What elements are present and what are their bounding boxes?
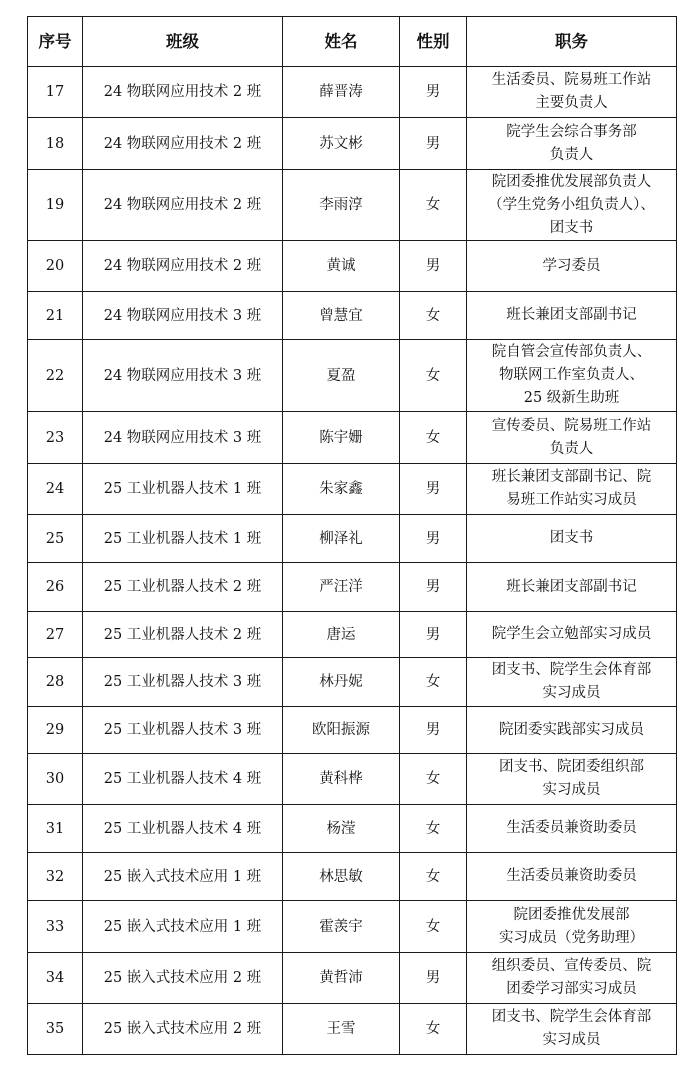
cell-gender: 女 (400, 292, 467, 340)
roster-body (28, 67, 677, 1055)
cell-class: 25 工业机器人技术 4 班 (83, 805, 283, 853)
cell-duty: 团支书、院团委组织部 实习成员 (467, 754, 677, 805)
cell-name: 曾慧宜 (283, 292, 400, 340)
cell-name: 黄科桦 (283, 754, 400, 805)
cell-class: 25 嵌入式技术应用 1 班 (83, 901, 283, 953)
cell-class: 25 工业机器人技术 2 班 (83, 563, 283, 612)
cell-class: 24 物联网应用技术 2 班 (83, 170, 283, 241)
cell-name: 林思敏 (283, 853, 400, 901)
cell-class: 25 工业机器人技术 4 班 (83, 754, 283, 805)
cell-name: 黄诚 (283, 241, 400, 292)
cell-name: 李雨淳 (283, 170, 400, 241)
cell-class: 25 嵌入式技术应用 1 班 (83, 853, 283, 901)
table-row (28, 805, 677, 853)
cell-no: 19 (28, 170, 83, 241)
cell-class: 24 物联网应用技术 3 班 (83, 412, 283, 464)
cell-gender: 女 (400, 754, 467, 805)
cell-class: 25 工业机器人技术 1 班 (83, 515, 283, 563)
cell-class: 25 工业机器人技术 3 班 (83, 658, 283, 707)
table-row (28, 241, 677, 292)
cell-no: 18 (28, 118, 83, 170)
cell-class: 24 物联网应用技术 2 班 (83, 118, 283, 170)
cell-duty: 宣传委员、院易班工作站 负责人 (467, 412, 677, 464)
cell-no: 32 (28, 853, 83, 901)
cell-gender: 男 (400, 612, 467, 658)
cell-gender: 女 (400, 853, 467, 901)
table-row (28, 118, 677, 170)
cell-no: 34 (28, 953, 83, 1004)
cell-duty: 院团委推优发展部负责人 （学生党务小组负责人）、 团支书 (467, 170, 677, 241)
cell-duty: 团支书 (467, 515, 677, 563)
cell-gender: 男 (400, 118, 467, 170)
cell-gender: 女 (400, 1004, 467, 1055)
cell-gender: 男 (400, 953, 467, 1004)
cell-no: 17 (28, 67, 83, 118)
cell-no: 33 (28, 901, 83, 953)
cell-name: 苏文彬 (283, 118, 400, 170)
cell-class: 25 工业机器人技术 3 班 (83, 707, 283, 754)
table-row (28, 1004, 677, 1055)
cell-duty: 组织委员、宣传委员、院 团委学习部实习成员 (467, 953, 677, 1004)
header-gender: 性别 (400, 17, 467, 67)
cell-duty: 院自管会宣传部负责人、 物联网工作室负责人、 25 级新生助班 (467, 340, 677, 412)
cell-class: 25 嵌入式技术应用 2 班 (83, 953, 283, 1004)
cell-gender: 男 (400, 707, 467, 754)
table-row (28, 707, 677, 754)
cell-class: 25 嵌入式技术应用 2 班 (83, 1004, 283, 1055)
cell-no: 29 (28, 707, 83, 754)
cell-duty: 院学生会立勉部实习成员 (467, 612, 677, 658)
cell-name: 黄哲沛 (283, 953, 400, 1004)
cell-no: 26 (28, 563, 83, 612)
cell-class: 25 工业机器人技术 2 班 (83, 612, 283, 658)
cell-class: 24 物联网应用技术 2 班 (83, 67, 283, 118)
cell-gender: 男 (400, 563, 467, 612)
cell-name: 王雪 (283, 1004, 400, 1055)
cell-name: 柳泽礼 (283, 515, 400, 563)
cell-duty: 院学生会综合事务部 负责人 (467, 118, 677, 170)
cell-name: 朱家鑫 (283, 464, 400, 515)
cell-duty: 生活委员兼资助委员 (467, 805, 677, 853)
cell-duty: 班长兼团支部副书记、院 易班工作站实习成员 (467, 464, 677, 515)
cell-duty: 团支书、院学生会体育部 实习成员 (467, 1004, 677, 1055)
table-row (28, 612, 677, 658)
table-row (28, 754, 677, 805)
cell-gender: 男 (400, 464, 467, 515)
cell-no: 23 (28, 412, 83, 464)
cell-name: 欧阳振源 (283, 707, 400, 754)
cell-name: 杨滢 (283, 805, 400, 853)
cell-class: 24 物联网应用技术 3 班 (83, 340, 283, 412)
cell-gender: 女 (400, 805, 467, 853)
header-duty: 职务 (467, 17, 677, 67)
cell-gender: 女 (400, 658, 467, 707)
cell-name: 唐运 (283, 612, 400, 658)
cell-no: 24 (28, 464, 83, 515)
table-row (28, 67, 677, 118)
cell-gender: 女 (400, 340, 467, 412)
table-row (28, 853, 677, 901)
cell-duty: 班长兼团支部副书记 (467, 292, 677, 340)
cell-no: 35 (28, 1004, 83, 1055)
cell-duty: 学习委员 (467, 241, 677, 292)
cell-duty: 团支书、院学生会体育部 实习成员 (467, 658, 677, 707)
cell-no: 25 (28, 515, 83, 563)
cell-name: 陈宇姗 (283, 412, 400, 464)
cell-duty: 生活委员、院易班工作站 主要负责人 (467, 67, 677, 118)
roster-table (27, 16, 677, 1055)
table-row (28, 563, 677, 612)
cell-duty: 院团委实践部实习成员 (467, 707, 677, 754)
cell-duty: 院团委推优发展部 实习成员（党务助理） (467, 901, 677, 953)
cell-no: 31 (28, 805, 83, 853)
cell-name: 林丹妮 (283, 658, 400, 707)
table-row (28, 464, 677, 515)
cell-gender: 男 (400, 241, 467, 292)
table-row (28, 292, 677, 340)
header-row (28, 17, 677, 67)
table-row (28, 901, 677, 953)
cell-class: 24 物联网应用技术 2 班 (83, 241, 283, 292)
table-row (28, 953, 677, 1004)
table-row (28, 412, 677, 464)
cell-gender: 女 (400, 170, 467, 241)
cell-name: 霍羡宇 (283, 901, 400, 953)
header-name: 姓名 (283, 17, 400, 67)
header-class: 班级 (83, 17, 283, 67)
cell-name: 严汪洋 (283, 563, 400, 612)
cell-gender: 女 (400, 412, 467, 464)
cell-name: 夏盈 (283, 340, 400, 412)
cell-no: 27 (28, 612, 83, 658)
cell-class: 25 工业机器人技术 1 班 (83, 464, 283, 515)
cell-no: 22 (28, 340, 83, 412)
cell-class: 24 物联网应用技术 3 班 (83, 292, 283, 340)
table-row (28, 340, 677, 412)
cell-gender: 男 (400, 515, 467, 563)
cell-name: 薛晋涛 (283, 67, 400, 118)
cell-no: 21 (28, 292, 83, 340)
cell-no: 28 (28, 658, 83, 707)
table-row (28, 658, 677, 707)
cell-duty: 生活委员兼资助委员 (467, 853, 677, 901)
table-row (28, 515, 677, 563)
cell-no: 20 (28, 241, 83, 292)
header-no: 序号 (28, 17, 83, 67)
cell-duty: 班长兼团支部副书记 (467, 563, 677, 612)
cell-gender: 男 (400, 67, 467, 118)
cell-no: 30 (28, 754, 83, 805)
cell-gender: 女 (400, 901, 467, 953)
roster-table-container (27, 16, 676, 1055)
table-row (28, 170, 677, 241)
